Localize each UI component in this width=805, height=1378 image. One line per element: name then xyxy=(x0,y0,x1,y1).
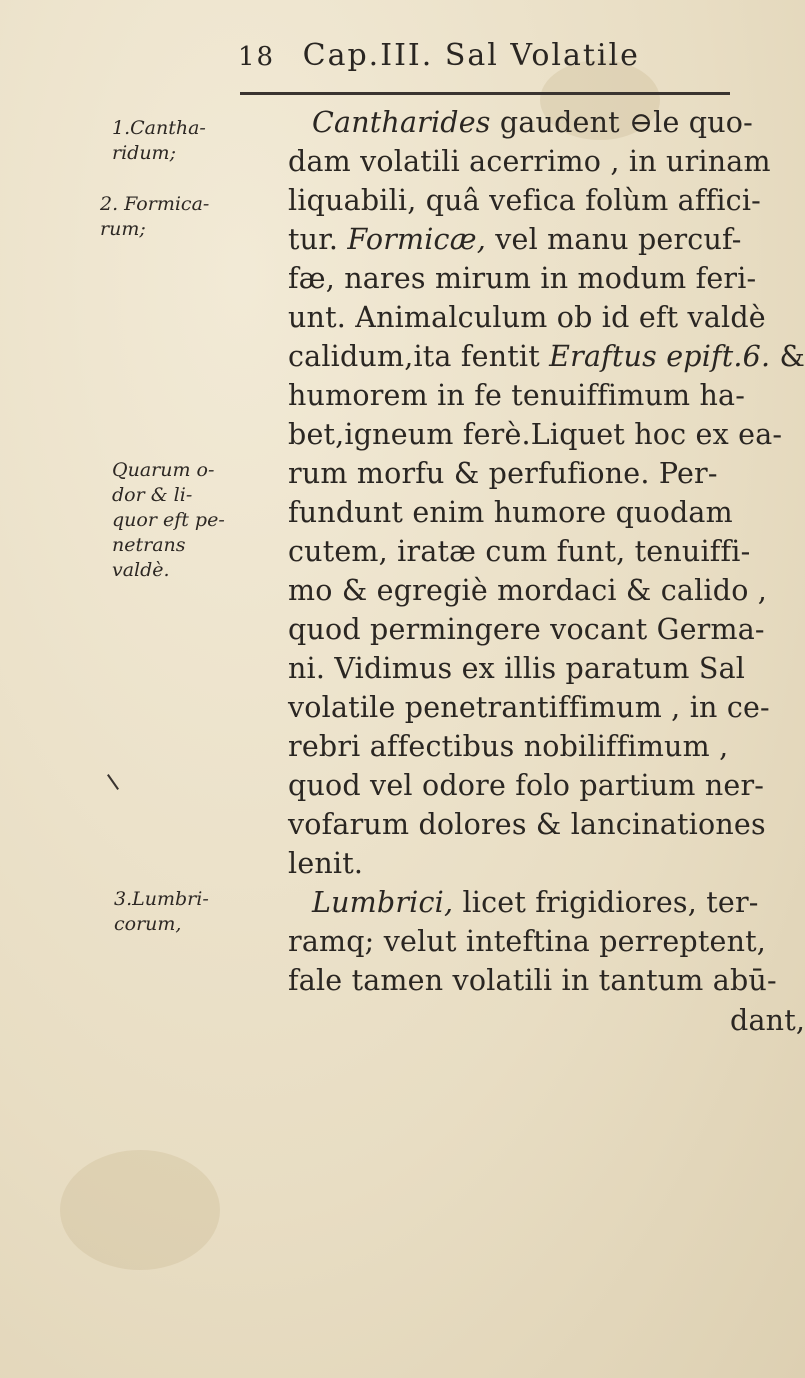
page-number: 18 xyxy=(238,42,276,72)
text-span: mo & egregiè mordaci & calido , xyxy=(288,574,768,607)
text-line xyxy=(288,845,363,883)
text-span: rebri affectibus nobiliffimum , xyxy=(288,730,729,763)
text-span: volatile penetrantiffimum , in ce- xyxy=(288,691,770,724)
running-title: Cap.III. Sal Volatile xyxy=(302,38,640,73)
text-span: unt. Animalculum ob id eft valdè xyxy=(288,301,766,334)
text-line xyxy=(288,923,766,961)
marginal-note-line: valdè. xyxy=(112,559,170,581)
text-line xyxy=(288,221,742,259)
text-span: tur. xyxy=(288,223,348,256)
text-span: liquabili, quâ vefica folùm affici- xyxy=(288,184,761,217)
text-span: fæ, nares mirum in modum feri- xyxy=(288,262,757,295)
text-line xyxy=(312,104,753,142)
text-line xyxy=(730,1002,805,1040)
text-span: humorem in fe tenuiffimum ha- xyxy=(288,379,746,412)
text-line xyxy=(288,299,766,337)
text-span: vel manu percuf- xyxy=(485,223,742,256)
marginal-note-line: ridum; xyxy=(112,142,176,164)
italic-span: Cantharides xyxy=(312,106,491,139)
marginal-note-line: 2. Formica- xyxy=(100,193,210,215)
italic-span: Eraftus epift.6. xyxy=(549,340,771,373)
text-span: fundunt enim humore quodam xyxy=(288,496,733,529)
marginal-note-line: quor eft pe- xyxy=(112,509,225,531)
text-span: rum morfu & perfufione. Per- xyxy=(288,457,718,490)
text-line xyxy=(288,767,764,805)
marginal-note-line: dor & li- xyxy=(112,484,193,506)
text-span: fale tamen volatili in tantum abū- xyxy=(288,964,777,997)
text-span: gaudent ⊖le quo- xyxy=(490,106,753,139)
text-line xyxy=(288,650,745,688)
marginal-note-line: Quarum o- xyxy=(112,459,215,481)
text-span: quod vel odore folo partium ner- xyxy=(288,769,765,802)
text-span: dant, xyxy=(730,1004,805,1037)
text-line xyxy=(288,377,745,415)
text-span: bet,igneum ferè.Liquet hoc ex ea- xyxy=(288,418,783,451)
text-span: calidum,ita fentit xyxy=(288,340,550,373)
text-line xyxy=(288,572,767,610)
text-span: cutem, iratæ cum funt, tenuiffi- xyxy=(288,535,751,568)
text-line xyxy=(288,962,777,1000)
text-span: lenit. xyxy=(288,847,364,880)
text-line xyxy=(288,338,805,376)
text-line xyxy=(288,533,750,571)
text-line xyxy=(288,611,765,649)
text-line xyxy=(288,494,733,532)
italic-span: Lumbrici, xyxy=(312,886,454,919)
text-line xyxy=(288,689,770,727)
text-line xyxy=(288,728,728,766)
paper-stain xyxy=(60,1150,220,1270)
text-span: & xyxy=(770,340,805,373)
marginal-note-line: corum, xyxy=(114,913,182,935)
text-span: licet frigidiores, ter- xyxy=(453,886,759,919)
text-line xyxy=(288,143,771,181)
italic-span: Formicæ, xyxy=(347,223,486,256)
marginal-note-line: 3.Lumbri- xyxy=(114,888,209,910)
marginal-note-line: netrans xyxy=(112,534,186,556)
text-line xyxy=(288,260,756,298)
running-header xyxy=(238,38,738,78)
text-line xyxy=(288,806,766,844)
header-rule xyxy=(240,92,730,95)
text-span: ramq; velut inteftina perreptent, xyxy=(288,925,767,958)
text-span: vofarum dolores & lancinationes xyxy=(288,808,766,841)
text-span: dam volatili acerrimo , in urinam xyxy=(288,145,771,178)
margin-mark xyxy=(107,774,119,790)
marginal-note-line: 1.Cantha- xyxy=(112,117,206,139)
marginal-note-line: rum; xyxy=(100,218,146,240)
text-line xyxy=(288,416,782,454)
text-line xyxy=(288,455,718,493)
text-line xyxy=(288,182,761,220)
text-span: ni. Vidimus ex illis paratum Sal xyxy=(288,652,746,685)
text-line xyxy=(312,884,759,922)
text-span: quod permingere vocant Germa- xyxy=(288,613,765,646)
